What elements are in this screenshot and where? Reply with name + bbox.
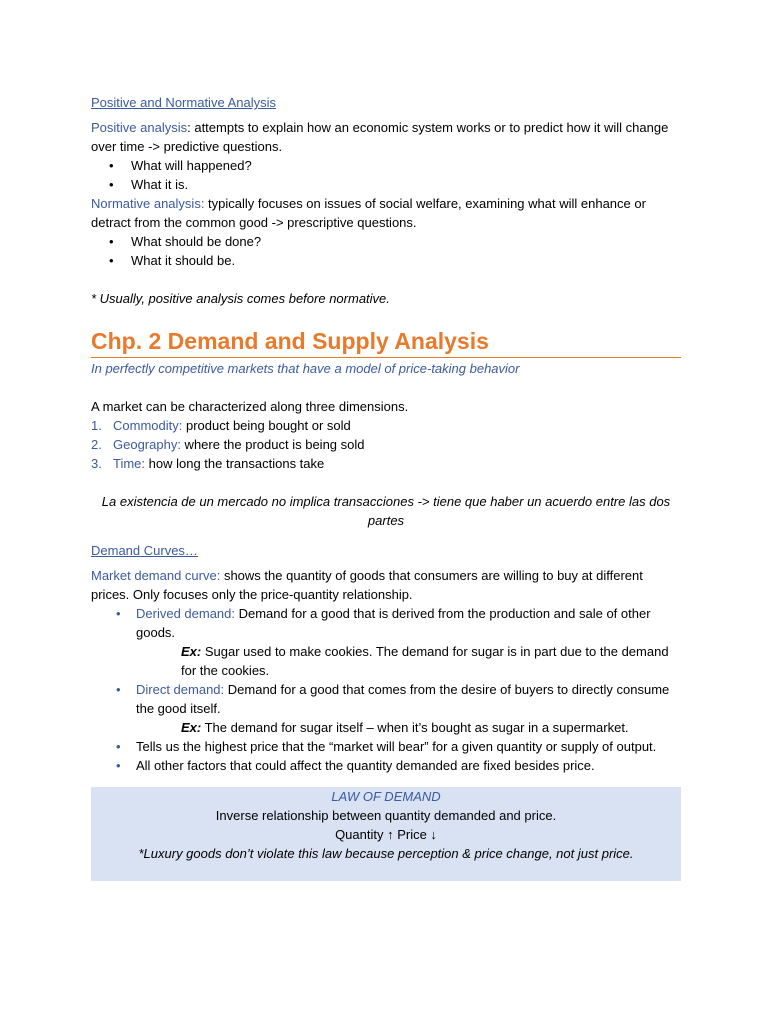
market-demand-label: Market demand curve: xyxy=(91,568,221,583)
example-text: Sugar used to make cookies. The demand for sugar is in part due to the demand for the cookies. xyxy=(181,644,669,678)
dimension-text: product being bought or sold xyxy=(182,418,351,433)
example-text: The demand for sugar itself – when it’s bought as sugar in a supermarket. xyxy=(201,720,629,735)
derived-demand-text: Demand for a good that is derived from the production and sale of other goods. xyxy=(136,606,651,640)
law-of-demand-box xyxy=(91,787,681,881)
law-line-3: *Luxury goods don’t violate this law because perception & price change, not just price. xyxy=(138,846,634,861)
direct-demand-label: Direct demand: xyxy=(136,682,225,697)
dimension-label: Geography: xyxy=(113,437,181,452)
derived-example xyxy=(136,642,681,680)
list-item: • What it should be. xyxy=(131,251,681,270)
document-page xyxy=(91,93,681,881)
dimensions-list xyxy=(91,416,681,473)
list-item xyxy=(136,604,681,680)
list-item xyxy=(91,435,681,454)
law-line-1: Inverse relationship between quantity demanded and price. xyxy=(215,808,557,823)
normative-analysis-text: typically focuses on issues of social welfare, examining what will enhance or detract from the common good -> prescriptive questions. xyxy=(91,196,646,230)
normative-analysis-paragraph xyxy=(91,194,681,232)
list-number: 1. xyxy=(91,418,102,433)
market-demand-text: shows the quantity of goods that consumers are willing to buy at different prices. Only focuses only the price-quantity relationship. xyxy=(91,568,643,602)
normative-bullets xyxy=(91,232,681,270)
chapter-heading: Chp. 2 Demand and Supply Analysis xyxy=(91,326,681,358)
demand-bullets xyxy=(91,604,681,775)
positive-analysis-label: Positive analysis xyxy=(91,120,188,135)
spanish-quote: La existencia de un mercado no implica transacciones -> tiene que haber un acuerdo entre las dos partes xyxy=(101,494,671,528)
positive-analysis-text: : attempts to explain how an economic system works or to predict how it will change over time -> predictive questions. xyxy=(91,120,669,154)
market-demand-paragraph xyxy=(91,566,681,604)
list-number: 3. xyxy=(91,456,102,471)
derived-demand-label: Derived demand: xyxy=(136,606,235,621)
list-item: • What should be done? xyxy=(131,232,681,251)
list-item xyxy=(91,454,681,473)
example-label: Ex: xyxy=(181,720,202,735)
example-label: Ex: xyxy=(181,644,202,659)
section-title-positive-normative: Positive and Normative Analysis xyxy=(91,95,276,110)
normative-analysis-label: Normative analysis: xyxy=(91,196,205,211)
dimension-label: Commodity: xyxy=(113,418,183,433)
list-item: • All other factors that could affect the quantity demanded are fixed besides price. xyxy=(136,756,681,775)
usually-note: * Usually, positive analysis comes before normative. xyxy=(91,291,390,306)
law-line-2: Quantity ↑ Price ↓ xyxy=(335,827,437,842)
positive-bullets xyxy=(91,156,681,194)
market-intro: A market can be characterized along three dimensions. xyxy=(91,399,409,414)
direct-demand-text: Demand for a good that comes from the desire of buyers to directly consume the good itself. xyxy=(136,682,670,716)
dimension-text: where the product is being sold xyxy=(180,437,365,452)
direct-example xyxy=(136,718,681,737)
list-item: • Tells us the highest price that the “market will bear” for a given quantity or supply of output. xyxy=(136,737,681,756)
section-title-demand-curves: Demand Curves… xyxy=(91,543,198,558)
positive-analysis-paragraph xyxy=(91,118,681,156)
list-item xyxy=(136,680,681,737)
dimension-text: how long the transactions take xyxy=(145,456,325,471)
law-title: LAW OF DEMAND xyxy=(331,789,441,804)
list-item: • What will happened? xyxy=(131,156,681,175)
dimension-label: Time: xyxy=(113,456,146,471)
chapter-subtitle: In perfectly competitive markets that have a model of price-taking behavior xyxy=(91,361,520,376)
list-number: 2. xyxy=(91,437,102,452)
list-item xyxy=(91,416,681,435)
list-item: • What it is. xyxy=(131,175,681,194)
